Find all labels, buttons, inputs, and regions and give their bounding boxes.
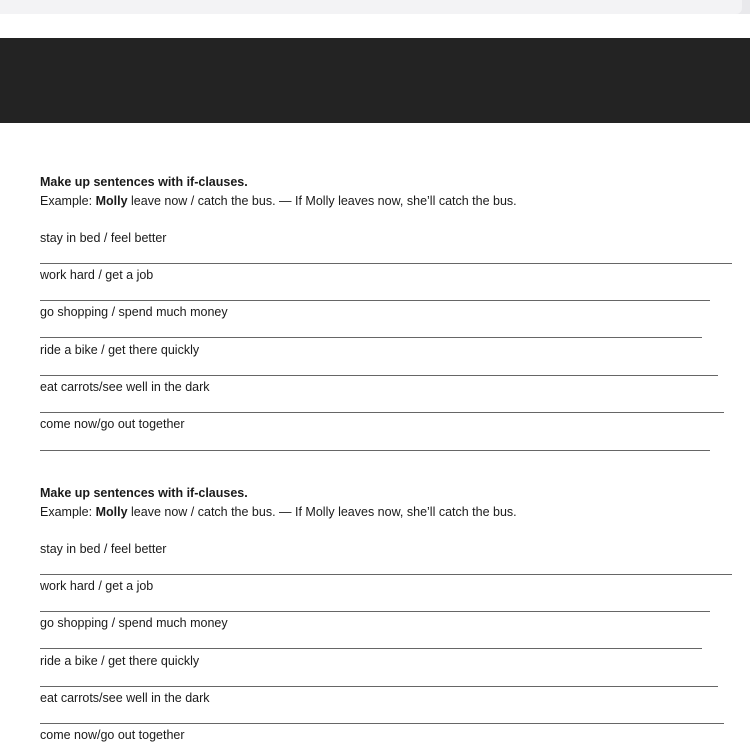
answer-line[interactable] — [40, 263, 732, 264]
header-band — [0, 38, 750, 123]
answer-line[interactable] — [40, 375, 718, 376]
example-rest: leave now / catch the bus. — If Molly leaves now, she’ll catch the bus. — [131, 505, 517, 519]
exercise-item: stay in bed / feel better — [40, 542, 167, 556]
answer-line[interactable] — [40, 574, 732, 575]
exercise-item: work hard / get a job — [40, 268, 154, 282]
answer-line[interactable] — [40, 648, 702, 649]
answer-line[interactable] — [40, 686, 718, 687]
answer-line[interactable] — [40, 611, 710, 612]
exercise-item: go shopping / spend much money — [40, 616, 228, 630]
answer-line[interactable] — [40, 723, 724, 724]
example-prefix: Example: — [40, 505, 93, 519]
example-subject: Molly — [95, 194, 128, 208]
answer-line[interactable] — [40, 412, 724, 413]
example-subject: Molly — [95, 505, 128, 519]
worksheet-title: Make up sentences with if-clauses. — [40, 175, 248, 189]
example-prefix: Example: — [40, 194, 93, 208]
exercise-item: ride a bike / get there quickly — [40, 654, 200, 668]
exercise-item: eat carrots/see well in the dark — [40, 691, 210, 705]
answer-line[interactable] — [40, 300, 710, 301]
exercise-item: stay in bed / feel better — [40, 231, 167, 245]
exercise-item: come now/go out together — [40, 728, 185, 742]
exercise-item: go shopping / spend much money — [40, 305, 228, 319]
example-sentence — [40, 505, 517, 519]
window-top-bar — [0, 0, 750, 14]
exercise-item: ride a bike / get there quickly — [40, 343, 200, 357]
example-sentence — [40, 194, 517, 208]
answer-line[interactable] — [40, 337, 702, 338]
window-top-bar-inner — [0, 0, 742, 14]
example-rest: leave now / catch the bus. — If Molly leaves now, she’ll catch the bus. — [131, 194, 517, 208]
exercise-item: eat carrots/see well in the dark — [40, 380, 210, 394]
exercise-item: work hard / get a job — [40, 579, 154, 593]
page-gap — [0, 14, 750, 38]
exercise-item: come now/go out together — [40, 417, 185, 431]
answer-line[interactable] — [40, 450, 710, 451]
worksheet-title: Make up sentences with if-clauses. — [40, 486, 248, 500]
